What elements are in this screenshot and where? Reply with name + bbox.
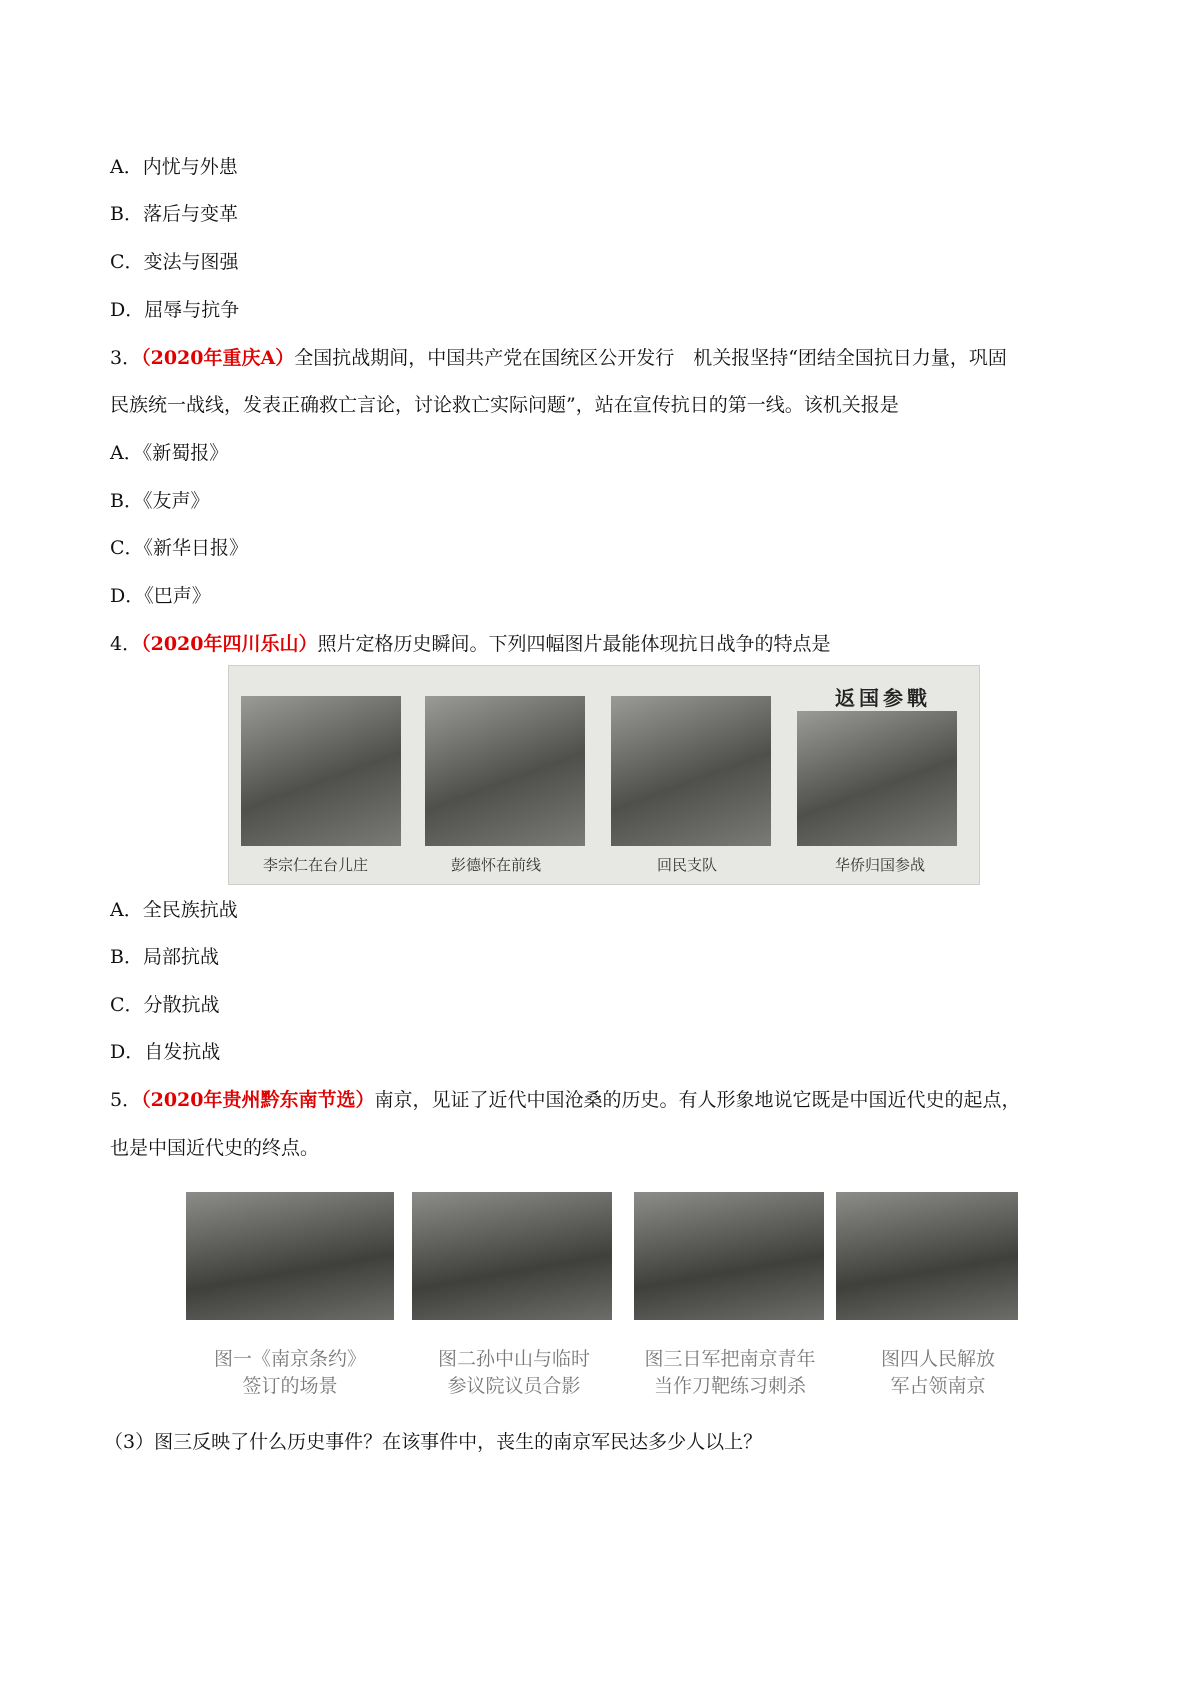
figure-3-photo [634, 1192, 824, 1320]
q3-stem-line2: 民族统一战线，发表正确救亡言论，讨论救亡实际问题”，站在宣传抗日的第一线。该机关报是 [110, 394, 899, 416]
q4-option-a: A．全民族抗战 [110, 899, 238, 921]
q4-option-c: C．分散抗战 [110, 994, 220, 1016]
q2-option-d: D．屈辱与抗争 [110, 299, 240, 321]
q3-source: （2020年重庆A） [141, 347, 295, 369]
q5-source: （2020年贵州黔东南节选） [141, 1089, 375, 1111]
figure-4-caption-line2: 军占领南京 [890, 1375, 986, 1397]
q4-text: 照片定格历史瞬间。下列四幅图片最能体现抗日战争的特点是 [317, 633, 831, 655]
q4-number: 4． [110, 633, 142, 655]
photo-li-zongren [241, 696, 401, 846]
q3-stem-line1 [110, 344, 1007, 372]
q2-option-b: B．落后与变革 [110, 203, 238, 225]
photo-caption-1: 李宗仁在台儿庄 [263, 856, 369, 874]
q3-option-b: B．《友声》 [110, 490, 210, 512]
q5-number: 5． [110, 1089, 142, 1111]
figure-1-photo [186, 1192, 394, 1320]
q5-stem-line2: 也是中国近代史的终点。 [110, 1137, 320, 1159]
photo-overseas-chinese [797, 711, 957, 846]
figure-2-caption-line1: 图二孙中山与临时 [437, 1348, 590, 1370]
q2-option-a: A．内忧与外患 [110, 156, 238, 178]
q3-option-d: D．《巴声》 [110, 585, 211, 607]
photo-caption-3: 回民支队 [657, 856, 718, 874]
q4-option-b: B．局部抗战 [110, 946, 219, 968]
q5-stem-line1 [110, 1086, 1021, 1114]
q2-option-c: C．变法与图强 [110, 251, 239, 273]
figure-4-photo [836, 1192, 1018, 1320]
q5-sub-question: （3）图三反映了什么历史事件？在该事件中，丧生的南京军民达多少人以上？ [104, 1431, 763, 1453]
figure-4-caption [848, 1346, 1028, 1400]
figure-1-caption-line1: 图一《南京条约》 [213, 1348, 366, 1370]
q3-option-a: A．《新蜀报》 [110, 442, 229, 464]
q3-number: 3． [110, 347, 142, 369]
q3-text-1: 全国抗战期间，中国共产党在国统区公开发行 机关报坚持“团结全国抗日力量，巩固 [294, 347, 1007, 369]
figure-1-caption-line2: 签订的场景 [242, 1375, 338, 1397]
figure-3-caption-line2: 当作刀靶练习刺杀 [653, 1375, 806, 1397]
photo4-header: 返国参戰 [835, 686, 931, 710]
figure-2-photo [412, 1192, 612, 1320]
q3-option-c: C．《新华日报》 [110, 537, 249, 559]
figure-2-caption-line2: 参议院议员合影 [447, 1375, 581, 1397]
photo-peng-dehuai [425, 696, 585, 846]
q5-text-1: 南京，见证了近代中国沧桑的历史。有人形象地说它既是中国近代史的起点， [374, 1089, 1021, 1111]
q4-stem [110, 630, 831, 658]
figure-4-caption-line1: 图四人民解放 [880, 1348, 995, 1370]
q4-photo-strip [228, 665, 980, 885]
q4-option-d: D．自发抗战 [110, 1041, 221, 1063]
photo-caption-2: 彭德怀在前线 [451, 856, 542, 874]
photo-hui-detachment [611, 696, 771, 846]
figure-1-caption [186, 1346, 394, 1400]
figure-3-caption-line1: 图三日军把南京青年 [644, 1348, 816, 1370]
figure-2-caption [396, 1346, 632, 1400]
photo-caption-4: 华侨归国参战 [835, 856, 926, 874]
figure-3-caption [614, 1346, 846, 1400]
q4-source: （2020年四川乐山） [141, 633, 318, 655]
